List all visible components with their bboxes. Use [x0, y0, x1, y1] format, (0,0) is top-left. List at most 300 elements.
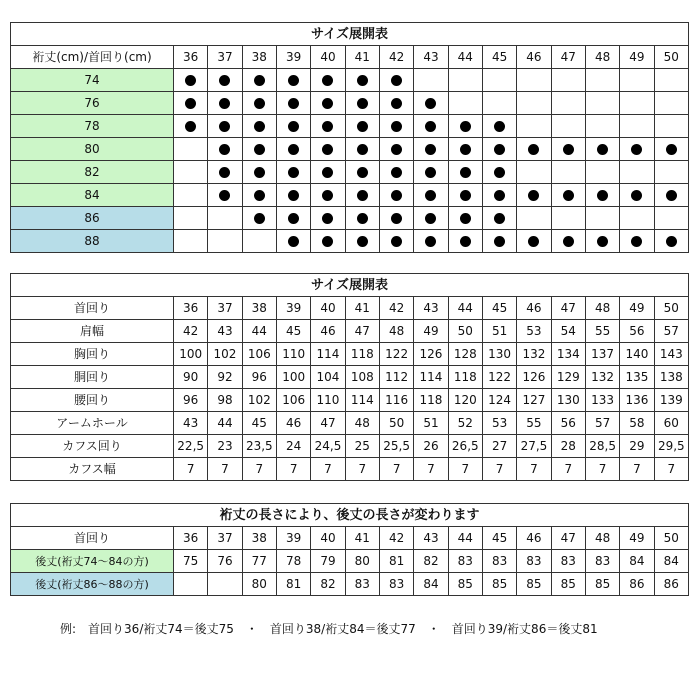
- measurement-value: 38: [242, 297, 276, 320]
- measurement-value: 46: [311, 320, 345, 343]
- measurement-value: 27,5: [517, 435, 551, 458]
- filled-circle-icon: [254, 213, 265, 224]
- measurement-value: 132: [585, 366, 619, 389]
- availability-cell: [379, 92, 413, 115]
- availability-cell: [448, 138, 482, 161]
- back-length-value: 85: [551, 573, 585, 596]
- availability-cell: [276, 69, 310, 92]
- filled-circle-icon: [494, 236, 505, 247]
- availability-cell: [585, 115, 619, 138]
- back-length-value: 83: [551, 550, 585, 573]
- measurement-value: 54: [551, 320, 585, 343]
- filled-circle-icon: [322, 213, 333, 224]
- filled-circle-icon: [185, 75, 196, 86]
- measurement-value: 28: [551, 435, 585, 458]
- availability-cell: [517, 115, 551, 138]
- back-length-value: 79: [311, 550, 345, 573]
- sleeve-length-label: 80: [11, 138, 174, 161]
- measurement-value: 7: [448, 458, 482, 481]
- filled-circle-icon: [563, 144, 574, 155]
- back-length-label: 後丈(裄丈86～88の方): [11, 573, 174, 596]
- availability-cell: [379, 207, 413, 230]
- availability-cell: [448, 92, 482, 115]
- filled-circle-icon: [494, 144, 505, 155]
- availability-cell: [448, 184, 482, 207]
- availability-cell: [448, 207, 482, 230]
- measurement-value: 44: [242, 320, 276, 343]
- measurement-value: 92: [208, 366, 242, 389]
- measurement-value: 55: [517, 412, 551, 435]
- example-note: 例: 首回り36/裄丈74＝後丈75 ・ 首回り38/裄丈84＝後丈77 ・ 首回り39/裄丈86＝後丈81: [60, 622, 598, 636]
- availability-cell: [242, 230, 276, 253]
- neck-size-header: 36: [174, 46, 208, 69]
- availability-cell: [174, 92, 208, 115]
- measurement-value: 51: [414, 412, 448, 435]
- back-length-value: [174, 573, 208, 596]
- availability-cell: [585, 207, 619, 230]
- measurement-value: 26,5: [448, 435, 482, 458]
- filled-circle-icon: [219, 121, 230, 132]
- filled-circle-icon: [288, 167, 299, 178]
- measurement-value: 132: [517, 343, 551, 366]
- availability-cell: [620, 69, 654, 92]
- filled-circle-icon: [631, 144, 642, 155]
- availability-cell: [242, 92, 276, 115]
- filled-circle-icon: [219, 167, 230, 178]
- sleeve-length-label: 76: [11, 92, 174, 115]
- table-row: [11, 458, 689, 481]
- availability-cell: [276, 207, 310, 230]
- neck-size-header: 46: [517, 46, 551, 69]
- measurement-value: 100: [276, 366, 310, 389]
- neck-size-header: 36: [174, 527, 208, 550]
- filled-circle-icon: [254, 190, 265, 201]
- filled-circle-icon: [357, 98, 368, 109]
- availability-cell: [654, 207, 688, 230]
- table-row: [11, 297, 689, 320]
- table-row: [11, 92, 689, 115]
- measurement-value: 53: [517, 320, 551, 343]
- back-length-value: 85: [517, 573, 551, 596]
- measurement-value: 118: [414, 389, 448, 412]
- availability-cell: [517, 161, 551, 184]
- measurement-value: 58: [620, 412, 654, 435]
- measurement-value: 7: [654, 458, 688, 481]
- measurement-value: 45: [482, 297, 516, 320]
- neck-size-header: 42: [379, 46, 413, 69]
- availability-cell: [208, 69, 242, 92]
- filled-circle-icon: [528, 190, 539, 201]
- availability-cell: [620, 207, 654, 230]
- corner-label: 裄丈(cm)/首回り(cm): [11, 46, 174, 69]
- availability-cell: [585, 161, 619, 184]
- measurement-value: 42: [379, 297, 413, 320]
- availability-cell: [482, 161, 516, 184]
- measurement-value: 46: [276, 412, 310, 435]
- neck-size-header: 37: [208, 527, 242, 550]
- measurement-value: 28,5: [585, 435, 619, 458]
- table-title-row: [11, 274, 689, 297]
- measurement-value: 7: [585, 458, 619, 481]
- availability-cell: [379, 115, 413, 138]
- measurement-value: 29,5: [654, 435, 688, 458]
- measurement-value: 7: [276, 458, 310, 481]
- measurement-value: 100: [174, 343, 208, 366]
- availability-cell: [174, 184, 208, 207]
- filled-circle-icon: [288, 75, 299, 86]
- measurement-value: 44: [208, 412, 242, 435]
- availability-cell: [311, 230, 345, 253]
- table-row: [11, 389, 689, 412]
- measurement-value: 7: [345, 458, 379, 481]
- measurement-value: 130: [551, 389, 585, 412]
- measurement-value: 60: [654, 412, 688, 435]
- neck-size-header: 44: [448, 46, 482, 69]
- measurement-value: 96: [174, 389, 208, 412]
- availability-cell: [620, 138, 654, 161]
- back-length-value: 85: [585, 573, 619, 596]
- neck-size-header: 45: [482, 527, 516, 550]
- measurement-value: 120: [448, 389, 482, 412]
- table-title-row: [11, 504, 689, 527]
- availability-cell: [242, 115, 276, 138]
- measurement-value: 7: [414, 458, 448, 481]
- neck-size-header: 47: [551, 527, 585, 550]
- measurement-value: 114: [414, 366, 448, 389]
- availability-cell: [654, 92, 688, 115]
- neck-size-header: 39: [276, 527, 310, 550]
- availability-cell: [620, 115, 654, 138]
- back-length-value: 84: [414, 573, 448, 596]
- table-title-row: [11, 23, 689, 46]
- measurement-value: 106: [276, 389, 310, 412]
- filled-circle-icon: [494, 167, 505, 178]
- measurement-value: 137: [585, 343, 619, 366]
- back-length-value: 83: [585, 550, 619, 573]
- measurement-value: 51: [482, 320, 516, 343]
- availability-cell: [276, 161, 310, 184]
- availability-cell: [482, 69, 516, 92]
- filled-circle-icon: [631, 190, 642, 201]
- availability-cell: [311, 161, 345, 184]
- neck-size-header: 42: [379, 527, 413, 550]
- filled-circle-icon: [597, 190, 608, 201]
- availability-cell: [174, 207, 208, 230]
- measurement-value: 44: [448, 297, 482, 320]
- filled-circle-icon: [288, 121, 299, 132]
- back-length-value: 76: [208, 550, 242, 573]
- measurement-value: 7: [551, 458, 585, 481]
- measurement-value: 25: [345, 435, 379, 458]
- availability-cell: [482, 184, 516, 207]
- measurement-value: 46: [517, 297, 551, 320]
- back-length-value: 78: [276, 550, 310, 573]
- table-row: [11, 412, 689, 435]
- back-length-value: 85: [482, 573, 516, 596]
- neck-size-header: 48: [585, 46, 619, 69]
- filled-circle-icon: [631, 236, 642, 247]
- measurement-value: 7: [517, 458, 551, 481]
- measurement-value: 135: [620, 366, 654, 389]
- filled-circle-icon: [357, 190, 368, 201]
- availability-cell: [414, 92, 448, 115]
- measurement-value: 7: [208, 458, 242, 481]
- filled-circle-icon: [254, 167, 265, 178]
- availability-cell: [482, 92, 516, 115]
- availability-cell: [345, 207, 379, 230]
- sleeve-length-label: 82: [11, 161, 174, 184]
- neck-size-header: 41: [345, 46, 379, 69]
- filled-circle-icon: [357, 213, 368, 224]
- filled-circle-icon: [666, 236, 677, 247]
- availability-cell: [585, 184, 619, 207]
- filled-circle-icon: [185, 98, 196, 109]
- filled-circle-icon: [322, 98, 333, 109]
- back-length-value: 85: [448, 573, 482, 596]
- availability-cell: [379, 69, 413, 92]
- table-row: [11, 573, 689, 596]
- back-length-label: 後丈(裄丈74～84の方): [11, 550, 174, 573]
- measurement-value: 102: [208, 343, 242, 366]
- measurement-value: 104: [311, 366, 345, 389]
- measurement-value: 53: [482, 412, 516, 435]
- neck-size-header: 47: [551, 46, 585, 69]
- availability-cell: [276, 184, 310, 207]
- availability-cell: [311, 138, 345, 161]
- measurement-value: 110: [276, 343, 310, 366]
- availability-cell: [448, 69, 482, 92]
- filled-circle-icon: [219, 190, 230, 201]
- filled-circle-icon: [391, 121, 402, 132]
- filled-circle-icon: [357, 144, 368, 155]
- availability-cell: [585, 138, 619, 161]
- availability-cell: [517, 92, 551, 115]
- measurement-value: 96: [242, 366, 276, 389]
- filled-circle-icon: [322, 75, 333, 86]
- availability-cell: [414, 138, 448, 161]
- filled-circle-icon: [219, 144, 230, 155]
- back-length-value: [208, 573, 242, 596]
- availability-cell: [448, 115, 482, 138]
- measurement-value: 102: [242, 389, 276, 412]
- back-length-value: 83: [482, 550, 516, 573]
- back-length-value: 80: [345, 550, 379, 573]
- filled-circle-icon: [563, 190, 574, 201]
- measurement-value: 47: [551, 297, 585, 320]
- filled-circle-icon: [288, 213, 299, 224]
- measurement-value: 114: [311, 343, 345, 366]
- availability-cell: [551, 207, 585, 230]
- availability-cell: [345, 161, 379, 184]
- availability-cell: [620, 184, 654, 207]
- measurement-value: 43: [208, 320, 242, 343]
- availability-cell: [448, 230, 482, 253]
- measurement-value: 50: [654, 297, 688, 320]
- availability-cell: [482, 207, 516, 230]
- measurement-value: 48: [585, 297, 619, 320]
- measurement-label: 首回り: [11, 297, 174, 320]
- availability-cell: [208, 115, 242, 138]
- back-length-value: 82: [311, 573, 345, 596]
- header-row: [11, 527, 689, 550]
- availability-cell: [482, 115, 516, 138]
- filled-circle-icon: [460, 167, 471, 178]
- measurement-label: 腰回り: [11, 389, 174, 412]
- filled-circle-icon: [322, 190, 333, 201]
- measurement-value: 143: [654, 343, 688, 366]
- availability-cell: [585, 92, 619, 115]
- filled-circle-icon: [460, 121, 471, 132]
- availability-cell: [448, 161, 482, 184]
- availability-cell: [208, 207, 242, 230]
- sleeve-length-label: 86: [11, 207, 174, 230]
- measurement-value: 23,5: [242, 435, 276, 458]
- availability-cell: [620, 230, 654, 253]
- filled-circle-icon: [219, 75, 230, 86]
- filled-circle-icon: [460, 144, 471, 155]
- filled-circle-icon: [666, 190, 677, 201]
- availability-cell: [517, 230, 551, 253]
- measurement-value: 27: [482, 435, 516, 458]
- back-length-value: 83: [345, 573, 379, 596]
- table-row: [11, 115, 689, 138]
- availability-cell: [654, 184, 688, 207]
- availability-cell: [174, 138, 208, 161]
- availability-cell: [208, 138, 242, 161]
- availability-cell: [517, 184, 551, 207]
- measurement-value: 43: [174, 412, 208, 435]
- availability-cell: [551, 230, 585, 253]
- measurement-value: 50: [379, 412, 413, 435]
- measurement-value: 122: [379, 343, 413, 366]
- table-row: [11, 207, 689, 230]
- availability-cell: [345, 115, 379, 138]
- neck-size-header: 49: [620, 46, 654, 69]
- availability-cell: [482, 230, 516, 253]
- measurement-label: 胸回り: [11, 343, 174, 366]
- availability-cell: [379, 161, 413, 184]
- measurement-value: 114: [345, 389, 379, 412]
- availability-cell: [174, 161, 208, 184]
- measurement-value: 7: [311, 458, 345, 481]
- availability-cell: [276, 92, 310, 115]
- availability-cell: [551, 92, 585, 115]
- back-length-value: 84: [654, 550, 688, 573]
- measurement-value: 47: [311, 412, 345, 435]
- filled-circle-icon: [254, 144, 265, 155]
- measurement-value: 55: [585, 320, 619, 343]
- back-length-value: 81: [379, 550, 413, 573]
- measurement-value: 42: [174, 320, 208, 343]
- back-length-value: 80: [242, 573, 276, 596]
- measurement-value: 49: [414, 320, 448, 343]
- filled-circle-icon: [288, 236, 299, 247]
- measurement-value: 36: [174, 297, 208, 320]
- measurement-value: 37: [208, 297, 242, 320]
- measurement-value: 24,5: [311, 435, 345, 458]
- measurement-label: アームホール: [11, 412, 174, 435]
- measurement-value: 140: [620, 343, 654, 366]
- filled-circle-icon: [219, 98, 230, 109]
- filled-circle-icon: [254, 98, 265, 109]
- availability-cell: [517, 138, 551, 161]
- availability-cell: [654, 69, 688, 92]
- filled-circle-icon: [357, 121, 368, 132]
- filled-circle-icon: [322, 236, 333, 247]
- availability-cell: [345, 184, 379, 207]
- availability-cell: [517, 69, 551, 92]
- filled-circle-icon: [185, 121, 196, 132]
- filled-circle-icon: [288, 98, 299, 109]
- measurement-value: 126: [517, 366, 551, 389]
- availability-cell: [208, 184, 242, 207]
- neck-size-header: 37: [208, 46, 242, 69]
- table-row: [11, 343, 689, 366]
- measurement-value: 128: [448, 343, 482, 366]
- availability-cell: [654, 115, 688, 138]
- measurement-value: 7: [379, 458, 413, 481]
- measurement-value: 118: [448, 366, 482, 389]
- measurement-value: 118: [345, 343, 379, 366]
- measurement-label: 胴回り: [11, 366, 174, 389]
- availability-cell: [654, 138, 688, 161]
- availability-cell: [482, 138, 516, 161]
- sleeve-length-label: 84: [11, 184, 174, 207]
- availability-cell: [208, 161, 242, 184]
- neck-header-label: 首回り: [11, 527, 174, 550]
- measurement-value: 41: [345, 297, 379, 320]
- back-length-value: 84: [620, 550, 654, 573]
- filled-circle-icon: [494, 121, 505, 132]
- availability-cell: [379, 184, 413, 207]
- measurement-value: 98: [208, 389, 242, 412]
- measurement-value: 52: [448, 412, 482, 435]
- filled-circle-icon: [666, 144, 677, 155]
- neck-size-header: 40: [311, 527, 345, 550]
- table-row: [11, 138, 689, 161]
- availability-cell: [551, 161, 585, 184]
- availability-cell: [276, 138, 310, 161]
- measurement-value: 106: [242, 343, 276, 366]
- measurement-value: 133: [585, 389, 619, 412]
- filled-circle-icon: [460, 213, 471, 224]
- back-length-value: 81: [276, 573, 310, 596]
- availability-cell: [551, 184, 585, 207]
- table-title: 裄丈の長さにより、後丈の長さが変わります: [11, 504, 689, 527]
- measurement-value: 7: [620, 458, 654, 481]
- neck-size-header: 43: [414, 527, 448, 550]
- neck-size-header: 43: [414, 46, 448, 69]
- back-length-value: 83: [448, 550, 482, 573]
- filled-circle-icon: [391, 190, 402, 201]
- measurement-value: 39: [276, 297, 310, 320]
- availability-cell: [174, 69, 208, 92]
- measurement-value: 49: [620, 297, 654, 320]
- filled-circle-icon: [425, 236, 436, 247]
- filled-circle-icon: [391, 167, 402, 178]
- filled-circle-icon: [460, 236, 471, 247]
- availability-cell: [414, 230, 448, 253]
- filled-circle-icon: [528, 236, 539, 247]
- filled-circle-icon: [357, 75, 368, 86]
- filled-circle-icon: [425, 190, 436, 201]
- table-row: [11, 366, 689, 389]
- availability-cell: [585, 69, 619, 92]
- filled-circle-icon: [425, 98, 436, 109]
- measurement-value: 47: [345, 320, 379, 343]
- table-row: [11, 320, 689, 343]
- table-row: [11, 161, 689, 184]
